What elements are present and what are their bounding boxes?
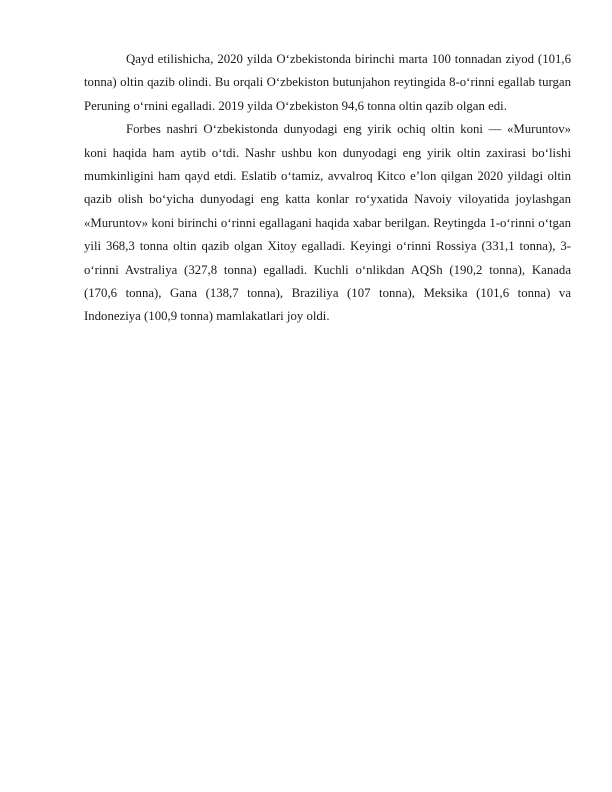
paragraph-muruntov-mine-ranking: Forbes nashri O‘zbekistonda dunyodagi eng yirik ochiq oltin koni — «Muruntov» koni haqida ham aytib o‘tdi. Nashr ushbu kon dunyodagi eng yirik oltin zaxirasi bo‘lishi mumkinligini ham qayd etdi. Eslatib o‘tamiz, avvalroq Kitco e’lon qilgan 2020 yildagi oltin qazib olish bo‘yicha dunyodagi eng katta konlar ro‘yxatida Navoiy viloyatida joylashgan «Muruntov» koni birinchi o‘rinni egallagani haqida xabar berilgan. Reytingda 1-o‘rinni o‘tgan yili 368,3 tonna oltin qazib olgan Xitoy egalladi. Keyingi o‘rinni Rossiya (331,1 tonna), 3-o‘rinni Avstraliya (327,8 tonna) egalladi. Kuchli o‘nlikdan AQSh (190,2 tonna), Kanada (170,6 tonna), Gana (138,7 tonna), Braziliya (107 tonna), Meksika (101,6 tonna) va Indoneziya (100,9 tonna) mamlakatlari joy oldi. [84, 122, 571, 324]
document-body [84, 48, 571, 329]
paragraph-gold-production-2020: Qayd etilishicha, 2020 yilda O‘zbekistonda birinchi marta 100 tonnadan ziyod (101,6 tonna) oltin qazib olindi. Bu orqali O‘zbekiston butunjahon reytingida 8-o‘rinni egallab turgan Peruning o‘rnini egalladi. 2019 yilda O‘zbekiston 94,6 tonna oltin qazib olgan edi. [84, 52, 571, 113]
